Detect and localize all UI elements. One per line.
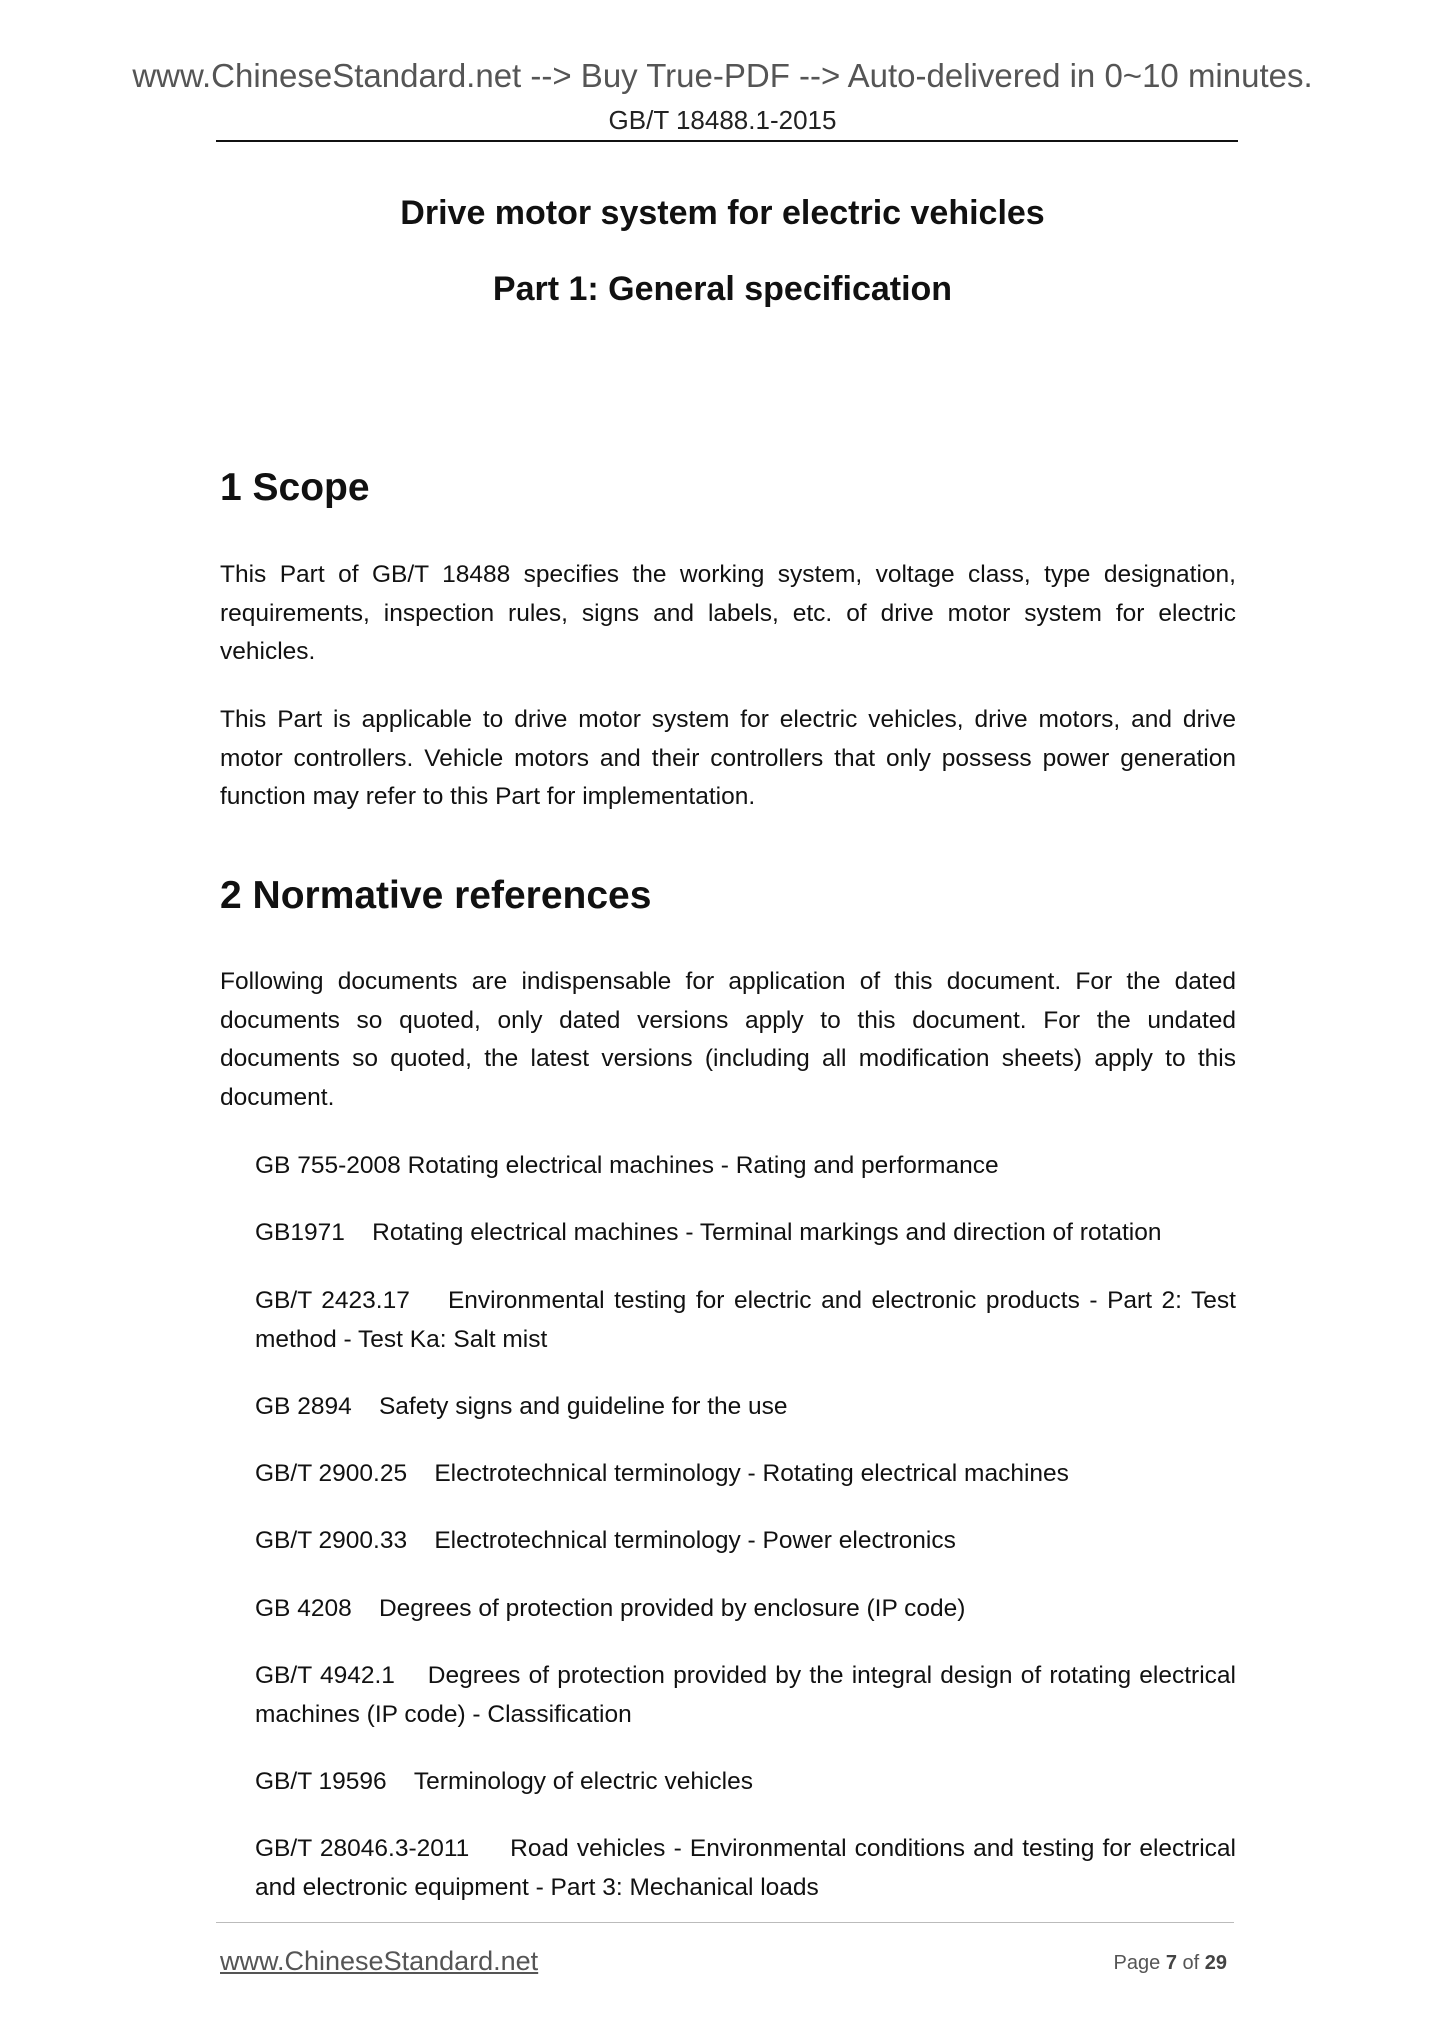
page-total: 29 [1204,1952,1227,1974]
document-subtitle: Part 1: General specification [492,270,953,308]
reference-item [255,1830,1236,1907]
references-intro-paragraph: Following documents are indispensable for application of this document. For the dated documents so quoted, only dated versions apply to this document. For the undated documents so quoted, the latest versions (including all modification sheets) apply to this document. [220,968,1236,1111]
reference-code: GB/T 28046.3-2011 [255,1835,470,1862]
reference-item [255,1522,1236,1561]
footer-website-link[interactable]: www.ChineseStandard.net [220,1946,539,1976]
reference-item [255,1455,1236,1494]
reference-item [255,1763,1236,1802]
reference-code: GB/T 2900.33 [255,1527,408,1554]
reference-code: GB 2894 [255,1393,352,1420]
reference-title: Degrees of protection provided by enclosure (IP code) [378,1595,966,1622]
page-number [1114,1950,1227,1976]
header-divider [216,140,1238,142]
reference-title: Electrotechnical terminology - Rotating electrical machines [434,1460,1069,1487]
section-heading-normative-references: 2 Normative references [220,874,652,917]
scope-paragraph: This Part is applicable to drive motor system for electric vehicles, drive motors, and drive motor controllers. Vehicle motors and their controllers that only possess power generation function may refer to this Part for implementation. [220,706,1236,810]
header-banner: www.ChineseStandard.net --> Buy True-PDF --> Auto-delivered in 0~10 minutes. [132,57,1313,94]
reference-title: Rotating electrical machines - Terminal markings and direction of rotation [372,1219,1162,1246]
reference-item [255,1214,1236,1253]
reference-title: Degrees of protection provided by the integral design of rotating electrical machines (IP code) - Classification [255,1662,1236,1728]
reference-item [255,1590,1236,1629]
reference-code: GB/T 4942.1 [255,1662,395,1689]
reference-code: GB 755-2008 [255,1152,401,1179]
reference-item [255,1147,1236,1186]
footer-divider [216,1922,1234,1923]
section-heading-scope: 1 Scope [220,466,370,509]
reference-item [255,1282,1236,1359]
page-prefix: Page [1113,1952,1161,1974]
reference-title: Safety signs and guideline for the use [378,1393,788,1420]
page-of: of [1182,1952,1200,1974]
reference-code: GB 4208 [255,1595,352,1622]
reference-title: Environmental testing for electric and electronic products - Part 2: Test method - Test Ka: Salt mist [255,1287,1236,1353]
reference-code: GB/T 2423.17 [255,1287,410,1314]
reference-item [255,1388,1236,1427]
reference-code: GB/T 2900.25 [255,1460,408,1487]
standard-number: GB/T 18488.1-2015 [608,105,837,135]
reference-title: Road vehicles - Environmental conditions and testing for electrical and electronic equipment - Part 3: Mechanical loads [255,1835,1236,1901]
document-title: Drive motor system for electric vehicles [400,194,1045,232]
scope-paragraph: This Part of GB/T 18488 specifies the working system, voltage class, type designation, requirements, inspection rules, signs and labels, etc. of drive motor system for electric vehicles. [220,561,1236,665]
reference-title: Terminology of electric vehicles [413,1768,753,1795]
reference-title: Rotating electrical machines - Rating and performance [407,1152,999,1179]
reference-code: GB1971 [255,1219,345,1246]
reference-item [255,1657,1236,1734]
page-current: 7 [1165,1952,1177,1974]
reference-code: GB/T 19596 [255,1768,387,1795]
reference-title: Electrotechnical terminology - Power electronics [434,1527,956,1554]
